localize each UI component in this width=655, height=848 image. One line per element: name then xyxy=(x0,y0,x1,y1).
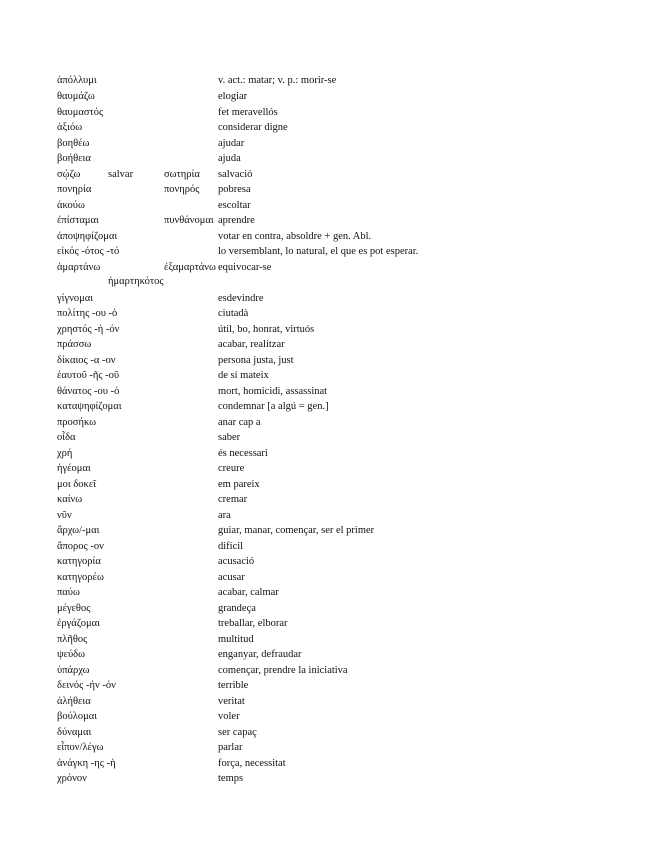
meaning-text: acusació xyxy=(218,556,255,567)
related-greek-term: πυνθάνομαι xyxy=(164,215,214,226)
vocab-row xyxy=(0,89,655,104)
meaning-text: equivocar-se xyxy=(218,262,272,273)
meaning-text: anar cap a xyxy=(218,417,261,428)
meaning-text: de sí mateix xyxy=(218,370,269,381)
meaning-text: condemnar [a algú = gen.] xyxy=(218,401,329,412)
greek-term: γίγνομαι xyxy=(57,293,94,304)
vocab-row xyxy=(0,492,655,507)
vocab-row xyxy=(0,182,655,197)
greek-term: ἄπορος -ον xyxy=(57,541,104,552)
related-greek-term: ἐξαμαρτάνω xyxy=(164,262,216,273)
meaning-text: acabar, realitzar xyxy=(218,339,285,350)
vocab-row xyxy=(0,167,655,182)
greek-term: σῴζω xyxy=(57,169,81,180)
vocab-row xyxy=(0,73,655,88)
greek-term: ἁμαρτάνω xyxy=(57,262,101,273)
vocab-row xyxy=(0,229,655,244)
greek-term: βούλομαι xyxy=(57,711,98,722)
vocab-row xyxy=(0,213,655,228)
meaning-text: grandeça xyxy=(218,603,256,614)
meaning-text: v. act.: matar; v. p.: morir-se xyxy=(218,75,337,86)
greek-term: μοι δοκεῖ xyxy=(57,479,97,490)
meaning-text: fet meravellós xyxy=(218,107,278,118)
greek-term: χρή xyxy=(57,448,73,459)
greek-term: μέγεθος xyxy=(57,603,91,614)
greek-term: πονηρία xyxy=(57,184,92,195)
vocab-row xyxy=(0,616,655,631)
meaning-text: multitud xyxy=(218,634,254,645)
meaning-text: començar, prendre la iniciativa xyxy=(218,665,348,676)
greek-term: χρόνον xyxy=(57,773,87,784)
vocab-row xyxy=(0,508,655,523)
greek-term: βοήθεια xyxy=(57,153,91,164)
meaning-text: creure xyxy=(218,463,245,474)
vocab-row xyxy=(0,678,655,693)
meaning-text: és necessari xyxy=(218,448,268,459)
vocab-row xyxy=(0,120,655,135)
meaning-text: enganyar, defraudar xyxy=(218,649,302,660)
meaning-text: temps xyxy=(218,773,244,784)
meaning-text: guiar, manar, començar, ser el primer xyxy=(218,525,375,536)
greek-term: ἀξιόω xyxy=(57,122,83,133)
meaning-text: treballar, elborar xyxy=(218,618,288,629)
meaning-text: pobresa xyxy=(218,184,251,195)
meaning-text: salvació xyxy=(218,169,253,180)
meaning-text: ser capaç xyxy=(218,727,257,738)
vocab-row xyxy=(0,136,655,151)
meaning-text: elogiar xyxy=(218,91,248,102)
vocab-row xyxy=(0,694,655,709)
greek-term: κατηγορέω xyxy=(57,572,104,583)
meaning-text: ciutadà xyxy=(218,308,249,319)
vocab-row xyxy=(0,415,655,430)
greek-term: ψεύδω xyxy=(57,649,86,660)
vocab-row xyxy=(0,539,655,554)
vocab-row xyxy=(0,601,655,616)
meaning-text: aprendre xyxy=(218,215,255,226)
greek-term: βοηθέω xyxy=(57,138,90,149)
vocab-row xyxy=(0,337,655,352)
meaning-text: parlar xyxy=(218,742,243,753)
vocab-row xyxy=(0,663,655,678)
meaning-text: considerar digne xyxy=(218,122,288,133)
greek-term: ἀπόλλυμι xyxy=(57,75,97,86)
meaning-text: mort, homicidi, assassinat xyxy=(218,386,328,397)
greek-term: πράσσω xyxy=(57,339,92,350)
greek-term: ἐπίσταμαι xyxy=(57,215,99,226)
greek-term: ἀνάγκη -ης -ἡ xyxy=(57,758,116,769)
meaning-text: força, necessitat xyxy=(218,758,286,769)
greek-term: προσήκω xyxy=(57,417,97,428)
vocab-row xyxy=(0,430,655,445)
meaning-text: escoltar xyxy=(218,200,251,211)
greek-term: θαυμάζω xyxy=(57,91,95,102)
greek-term: χρηστός -ή -όν xyxy=(57,324,120,335)
meaning-text: esdevindre xyxy=(218,293,264,304)
vocab-row xyxy=(0,461,655,476)
meaning-text: lo versemblant, lo natural, el que es pot esperar. xyxy=(218,246,419,257)
meaning-text: votar en contra, absoldre + gen. Abl. xyxy=(218,231,372,242)
vocab-row xyxy=(0,554,655,569)
greek-term: καίνω xyxy=(57,494,83,505)
vocab-row xyxy=(0,771,655,786)
vocab-row xyxy=(0,740,655,755)
meaning-text: terrible xyxy=(218,680,249,691)
vocab-row xyxy=(0,585,655,600)
meaning-text: acusar xyxy=(218,572,245,583)
vocab-row xyxy=(0,322,655,337)
greek-term: ἀκούω xyxy=(57,200,85,211)
vocab-row xyxy=(0,244,655,259)
greek-term: κατηγορία xyxy=(57,556,101,567)
vocab-row xyxy=(0,477,655,492)
meaning-text: ajudar xyxy=(218,138,245,149)
greek-term: εἶπον/λέγω xyxy=(57,742,104,753)
greek-term: θάνατος -ου -ὁ xyxy=(57,386,120,397)
vocab-row xyxy=(0,306,655,321)
greek-term: νῦν xyxy=(57,510,72,521)
extra-greek-word: ἡμαρτηκότος xyxy=(108,276,164,287)
greek-term: ἄρχω/-μαι xyxy=(57,525,100,536)
greek-term: ἐργάζομαι xyxy=(57,618,100,629)
vocab-row xyxy=(0,368,655,383)
meaning-text: em pareix xyxy=(218,479,260,490)
meaning-text: persona justa, just xyxy=(218,355,294,366)
greek-term: καταψηφίζομαι xyxy=(57,401,122,412)
meaning-text: difícil xyxy=(218,541,244,552)
vocab-row xyxy=(0,291,655,306)
vocab-row xyxy=(0,151,655,166)
greek-term: ὑπάρχω xyxy=(57,665,90,676)
greek-term: θαυμαστός xyxy=(57,107,104,118)
related-greek-term: πονηρός xyxy=(164,184,200,195)
greek-term: ἀλήθεια xyxy=(57,696,91,707)
vocab-row xyxy=(0,399,655,414)
greek-term: ἀποψηφίζομαι xyxy=(57,231,118,242)
meaning-text: veritat xyxy=(218,696,245,707)
greek-term: εἰκός -ότος -τό xyxy=(57,246,120,257)
greek-term: οἶδα xyxy=(57,432,76,443)
vocab-row xyxy=(0,632,655,647)
greek-term: δίκαιος -α -ον xyxy=(57,355,116,366)
vocab-row xyxy=(0,709,655,724)
vocab-row xyxy=(0,523,655,538)
vocab-row xyxy=(0,384,655,399)
greek-term: ἑαυτοῦ -ῆς -οῦ xyxy=(57,370,120,381)
vocab-row xyxy=(0,198,655,213)
meaning-text: cremar xyxy=(218,494,248,505)
vocab-row xyxy=(0,446,655,461)
greek-term: δεινός -ήν -όν xyxy=(57,680,116,691)
vocab-row xyxy=(0,647,655,662)
greek-term: δύναμαι xyxy=(57,727,92,738)
meaning-text: ajuda xyxy=(218,153,241,164)
greek-term: παύω xyxy=(57,587,80,598)
alt-term: salvar xyxy=(108,169,134,180)
vocab-row xyxy=(0,570,655,585)
greek-term: πλῆθος xyxy=(57,634,88,645)
vocab-row xyxy=(0,756,655,771)
meaning-text: acabar, calmar xyxy=(218,587,279,598)
greek-term: ἡγέομαι xyxy=(57,463,91,474)
related-greek-term: σωτηρία xyxy=(164,169,200,180)
vocab-row xyxy=(0,725,655,740)
vocab-row xyxy=(0,353,655,368)
meaning-text: útil, bo, honrat, virtuós xyxy=(218,324,315,335)
meaning-text: ara xyxy=(218,510,231,521)
vocab-row xyxy=(0,105,655,120)
vocab-row xyxy=(0,260,655,275)
greek-term: πολίτης -ου -ὁ xyxy=(57,308,118,319)
meaning-text: voler xyxy=(218,711,240,722)
meaning-text: saber xyxy=(218,432,241,443)
